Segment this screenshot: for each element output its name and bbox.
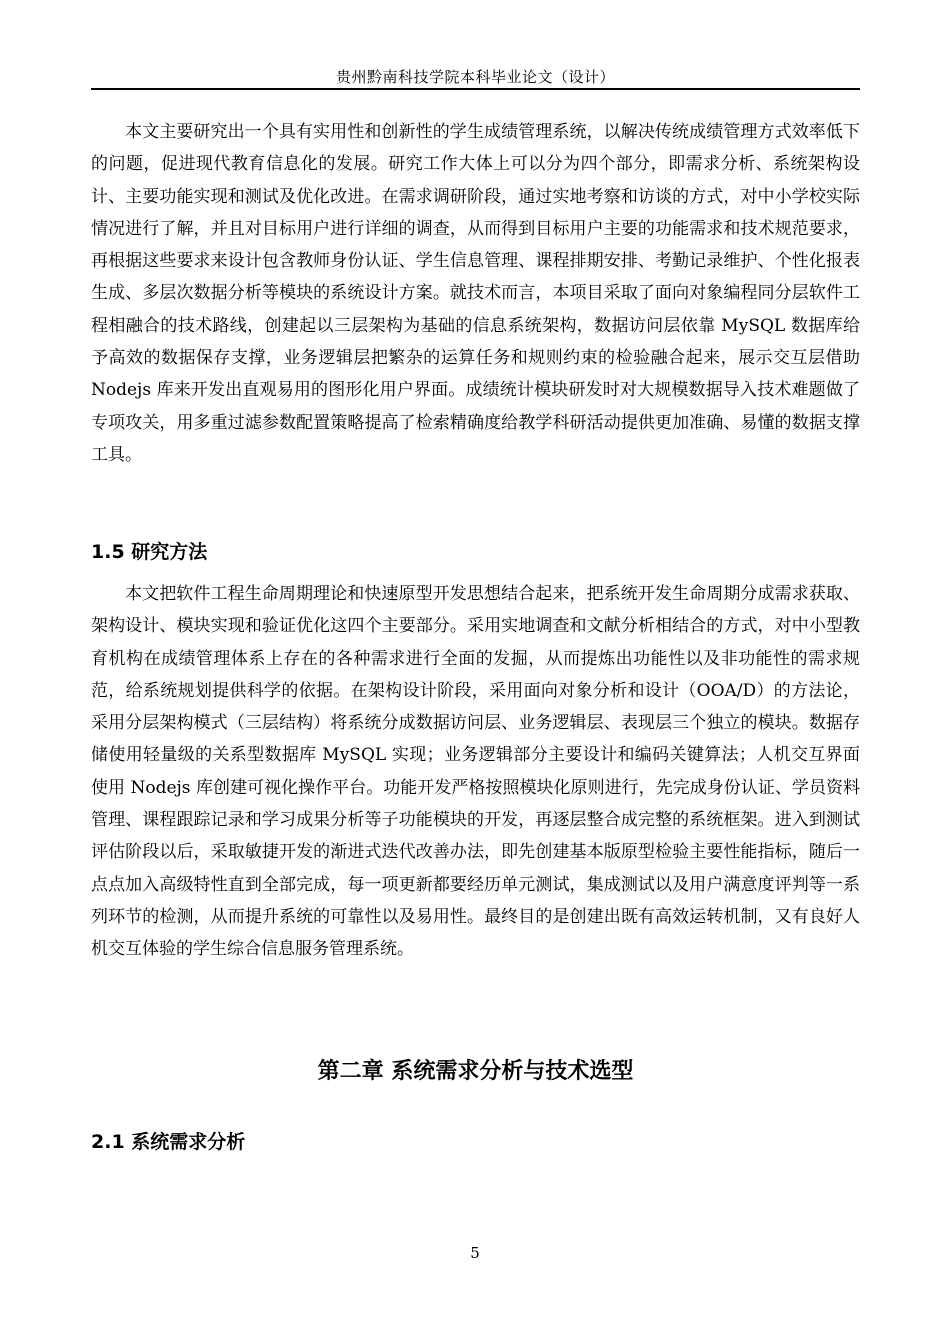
section-heading-2-1: 2.1 系统需求分析 (91, 1131, 246, 1153)
paragraph-research-methods: 本文把软件工程生命周期理论和快速原型开发思想结合起来，把系统开发生命周期分成需求获取、架构设计、模块实现和验证优化这四个主要部分。采用实地调查和文献分析相结合的方式，对中小型教育机构在成绩管理体系上存在的各种需求进行全面的发掘，从而提炼出功能性以及非功能性的需求规范，给系统规划提供科学的依据。在架构设计阶段，采用面向对象分析和设计（OOA/D）的方法论，采用分层架构模式（三层结构）将系统分成数据访问层、业务逻辑层、表现层三个独立的模块。数据存储使用轻量级的关系型数据库 MySQL 实现；业务逻辑部分主要设计和编码关键算法；人机交互界面使用 Nodejs 库创建可视化操作平台。功能开发严格按照模块化原则进行，先完成身份认证、学员资料管理、课程跟踪记录和学习成果分析等子功能模块的开发，再逐层整合成完整的系统框架。进入到测试评估阶段以后，采取敏捷开发的渐进式迭代改善办法，即先创建基本版原型检验主要性能指标，随后一点点加入高级特性直到全部完成，每一项更新都要经历单元测试，集成测试以及用户满意度评判等一系列环节的检测，从而提升系统的可靠性以及易用性。最终目的是创建出既有高效运转机制，又有良好人机交互体验的学生综合信息服务管理系统。 (91, 584, 860, 960)
section-heading-1-5: 1.5 研究方法 (91, 541, 208, 563)
page-number: 5 (470, 1244, 480, 1262)
header-title: 贵州黔南科技学院本科毕业论文（设计） (335, 68, 615, 86)
paragraph-research-overview: 本文主要研究出一个具有实用性和创新性的学生成绩管理系统，以解决传统成绩管理方式效率低下的问题，促进现代教育信息化的发展。研究工作大体上可以分为四个部分，即需求分析、系统架构设计、主要功能实现和测试及优化改进。在需求调研阶段，通过实地考察和访谈的方式，对中小学校实际情况进行了解，并且对目标用户进行详细的调查，从而得到目标用户主要的功能需求和技术规范要求，再根据这些要求来设计包含教师身份认证、学生信息管理、课程排期安排、考勤记录维护、个性化报表生成、多层次数据分析等模块的系统设计方案。就技术而言，本项目采取了面向对象编程同分层软件工程相融合的技术路线，创建起以三层架构为基础的信息系统架构，数据访问层依靠 MySQL 数据库给予高效的数据保存支撑，业务逻辑层把繁杂的运算任务和规则约束的检验融合起来，展示交互层借助 Nodejs 库来开发出直观易用的图形化用户界面。成绩统计模块研发时对大规模数据导入技术难题做了专项攻关，用多重过滤参数配置策略提高了检索精确度给教学科研活动提供更加准确、易懂的数据支撑工具。 (91, 122, 860, 465)
chapter-heading-2: 第二章 系统需求分析与技术选型 (317, 1059, 634, 1084)
running-header (91, 66, 860, 90)
